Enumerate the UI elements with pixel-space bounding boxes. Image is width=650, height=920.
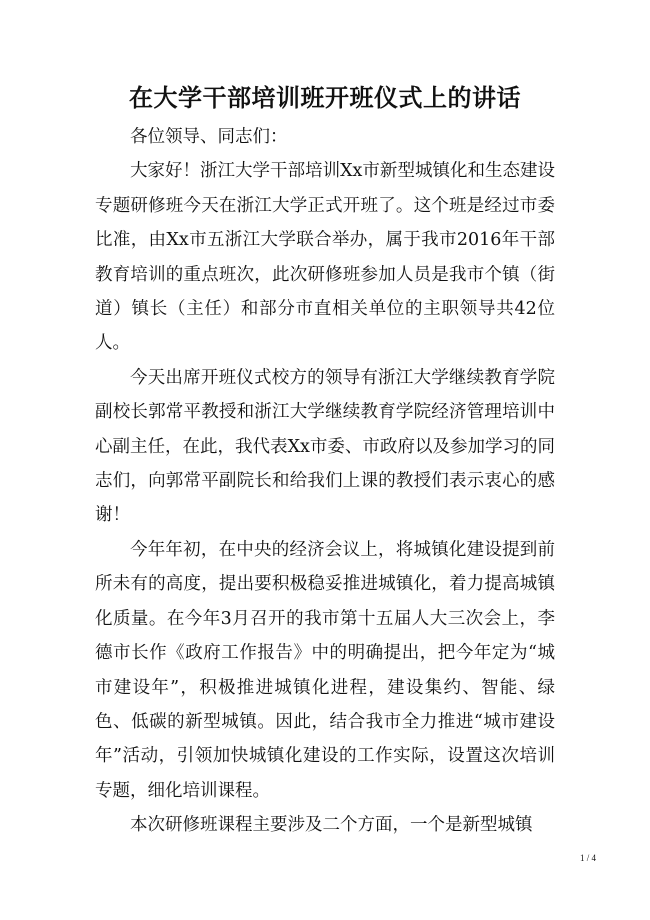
paragraph: 大家好！浙江大学干部培训Xx市新型城镇化和生态建设专题研修班今天在浙江大学正式开班了。这个班是经过市委比准，由Xx市五浙江大学联合举办，属于我市2016年干部教育培训的重点班次，此次研修班参加人员是我市个镇（街道）镇长（主任）和部分市直相关单位的主职领导共42位人。 [95,161,555,354]
paragraph: 今年年初，在中央的经济会议上，将城镇化建设提到前所未有的高度，提出要积极稳妥推进城镇化，着力提高城镇化质量。在今年3月召开的我市第十五届人大三次会上，李德市长作《政府工作报告》中的明确提出，把今年定为“城市建设年”，积极推进城镇化进程，建设集约、智能、绿色、低碳的新型城镇。因此，结合我市全力推进“城市建设年”活动，引领加快城镇化建设的工作实际，设置这次培训专题，细化培训课程。 [95,539,555,801]
paragraph: 今天出席开班仪式校方的领导有浙江大学继续教育学院副校长郭常平教授和浙江大学继续教育学院经济管理培训中心副主任，在此，我代表Xx市委、市政府以及参加学习的同志们，向郭常平副院长和给我们上课的教授们表示衷心的感谢！ [95,367,555,526]
salutation: 各位领导、同志们： [130,127,288,147]
page-number: 1 / 4 [579,853,596,863]
paragraph: 本次研修班课程主要涉及二个方面，一个是新型城镇 [130,815,533,836]
document-body [95,120,555,843]
document-title: 在大学干部培训班开班仪式上的讲话 [129,83,521,112]
